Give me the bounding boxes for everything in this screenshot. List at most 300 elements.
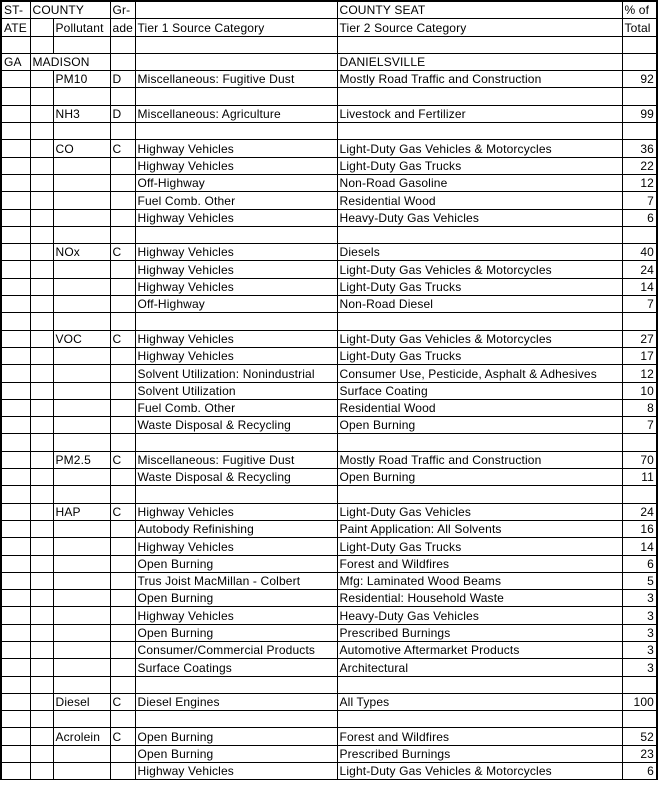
tier1-cell: Highway Vehicles: [135, 607, 337, 624]
table-row: [1, 451, 657, 468]
empty-cell: [30, 572, 53, 589]
table-row: [1, 572, 657, 589]
grade-cell: C: [110, 728, 135, 745]
empty-cell: [53, 711, 110, 728]
table-row: [1, 382, 657, 399]
pct-cell: 12: [622, 365, 657, 382]
tier1-cell: Highway Vehicles: [135, 261, 337, 278]
pct-cell: 92: [622, 71, 657, 88]
empty-cell: [30, 417, 53, 434]
tier1-cell: Highway Vehicles: [135, 538, 337, 555]
empty-cell: [1, 261, 30, 278]
empty-cell: [110, 520, 135, 537]
empty-cell: [110, 676, 135, 693]
empty-cell: [53, 417, 110, 434]
empty-cell: [110, 53, 135, 70]
empty-cell: [135, 711, 337, 728]
empty-cell: [337, 36, 622, 53]
pollutant-cell: PM10: [53, 71, 110, 88]
empty-cell: [53, 261, 110, 278]
spacer-row: [1, 434, 657, 451]
empty-cell: [110, 538, 135, 555]
table-row: [1, 728, 657, 745]
tier1-cell: Highway Vehicles: [135, 140, 337, 157]
empty-cell: [135, 88, 337, 105]
header-total: Total: [622, 19, 657, 36]
empty-cell: [30, 36, 53, 53]
tier1-cell: Miscellaneous: Fugitive Dust: [135, 71, 337, 88]
tier1-cell: Waste Disposal & Recycling: [135, 417, 337, 434]
empty-cell: [1, 607, 30, 624]
tier2-cell: Non-Road Gasoline: [337, 174, 622, 191]
empty-cell: [53, 659, 110, 676]
pct-cell: 6: [622, 763, 657, 780]
tier2-cell: Paint Application: All Solvents: [337, 520, 622, 537]
table-row: [1, 555, 657, 572]
empty-cell: [30, 763, 53, 780]
empty-cell: [30, 503, 53, 520]
empty-cell: [337, 123, 622, 140]
tier2-cell: Mostly Road Traffic and Construction: [337, 451, 622, 468]
empty-cell: [30, 693, 53, 710]
tier2-cell: Automotive Aftermarket Products: [337, 641, 622, 658]
header-row-1: [1, 1, 657, 19]
tier1-cell: Open Burning: [135, 745, 337, 762]
empty-cell: [53, 399, 110, 416]
empty-cell: [337, 313, 622, 330]
empty-cell: [135, 434, 337, 451]
empty-cell: [110, 555, 135, 572]
empty-cell: [30, 538, 53, 555]
empty-cell: [30, 451, 53, 468]
empty-cell: [30, 624, 53, 641]
empty-cell: [30, 486, 53, 503]
empty-cell: [1, 278, 30, 295]
pct-cell: 3: [622, 590, 657, 607]
empty-cell: [337, 711, 622, 728]
empty-cell: [110, 572, 135, 589]
empty-cell: [1, 365, 30, 382]
empty-cell: [622, 53, 657, 70]
header-tier1-category: Tier 1 Source Category: [135, 19, 337, 36]
table-row: [1, 261, 657, 278]
empty-cell: [53, 555, 110, 572]
empty-cell: [30, 676, 53, 693]
spacer-row: [1, 88, 657, 105]
empty-cell: [30, 192, 53, 209]
empty-cell: [1, 590, 30, 607]
empty-cell: [337, 434, 622, 451]
tier2-cell: Diesels: [337, 244, 622, 261]
empty-cell: [1, 174, 30, 191]
empty-cell: [337, 676, 622, 693]
tier1-cell: Solvent Utilization: Nonindustrial: [135, 365, 337, 382]
pct-cell: 6: [622, 209, 657, 226]
tier1-cell: Solvent Utilization: [135, 382, 337, 399]
grade-cell: C: [110, 140, 135, 157]
header-pct: % of: [622, 1, 657, 19]
table-row: [1, 520, 657, 537]
pollutant-cell: NH3: [53, 105, 110, 122]
empty-cell: [1, 763, 30, 780]
tier1-cell: Open Burning: [135, 555, 337, 572]
tier1-cell: Fuel Comb. Other: [135, 192, 337, 209]
empty-cell: [53, 434, 110, 451]
tier2-cell: Light-Duty Gas Vehicles & Motorcycles: [337, 140, 622, 157]
tier2-cell: Architectural: [337, 659, 622, 676]
table-row: [1, 330, 657, 347]
empty-cell: [135, 676, 337, 693]
pollutant-cell: PM2.5: [53, 451, 110, 468]
pollutant-cell: VOC: [53, 330, 110, 347]
empty-cell: [53, 469, 110, 486]
empty-cell: [1, 434, 30, 451]
empty-cell: [30, 745, 53, 762]
empty-cell: [53, 296, 110, 313]
tier1-cell: Highway Vehicles: [135, 347, 337, 364]
empty-cell: [337, 88, 622, 105]
tier1-cell: Highway Vehicles: [135, 278, 337, 295]
empty-cell: [110, 624, 135, 641]
location-row: [1, 53, 657, 70]
empty-cell: [110, 417, 135, 434]
tier2-cell: Light-Duty Gas Trucks: [337, 347, 622, 364]
empty-cell: [53, 590, 110, 607]
table-row: [1, 417, 657, 434]
empty-cell: [110, 313, 135, 330]
empty-cell: [1, 330, 30, 347]
empty-cell: [110, 590, 135, 607]
empty-cell: [30, 659, 53, 676]
empty-cell: [135, 36, 337, 53]
empty-cell: [1, 728, 30, 745]
pct-cell: 7: [622, 417, 657, 434]
empty-cell: [110, 365, 135, 382]
table-row: [1, 347, 657, 364]
grade-cell: C: [110, 693, 135, 710]
tier1-cell: Highway Vehicles: [135, 209, 337, 226]
empty-cell: [53, 763, 110, 780]
empty-cell: [53, 365, 110, 382]
pct-cell: 27: [622, 330, 657, 347]
spacer-row: [1, 123, 657, 140]
spacer-row: [1, 711, 657, 728]
spacer-row: [1, 226, 657, 243]
header-grade: Gr-: [110, 1, 135, 19]
empty-cell: [135, 486, 337, 503]
pct-cell: 3: [622, 659, 657, 676]
empty-cell: [110, 659, 135, 676]
empty-cell: [30, 278, 53, 295]
tier1-cell: Miscellaneous: Fugitive Dust: [135, 451, 337, 468]
empty-cell: [1, 711, 30, 728]
empty-cell: [53, 641, 110, 658]
empty-cell: [337, 486, 622, 503]
empty-cell: [110, 226, 135, 243]
empty-cell: [110, 382, 135, 399]
tier2-cell: Heavy-Duty Gas Vehicles: [337, 607, 622, 624]
empty-cell: [622, 434, 657, 451]
empty-cell: [622, 676, 657, 693]
empty-cell: [53, 486, 110, 503]
empty-cell: [30, 728, 53, 745]
tier1-cell: Consumer/Commercial Products: [135, 641, 337, 658]
tier1-cell: Open Burning: [135, 728, 337, 745]
tier2-cell: Light-Duty Gas Trucks: [337, 157, 622, 174]
pollutant-cell: Diesel: [53, 693, 110, 710]
empty-cell: [110, 123, 135, 140]
pct-cell: 100: [622, 693, 657, 710]
tier2-cell: Light-Duty Gas Trucks: [337, 538, 622, 555]
empty-cell: [110, 296, 135, 313]
empty-cell: [110, 486, 135, 503]
tier2-cell: Residential Wood: [337, 399, 622, 416]
empty-cell: [1, 226, 30, 243]
tier2-cell: Mfg: Laminated Wood Beams: [337, 572, 622, 589]
tier1-cell: Off-Highway: [135, 296, 337, 313]
table-row: [1, 624, 657, 641]
header-county-seat: COUNTY SEAT: [337, 1, 622, 19]
empty-cell: [1, 399, 30, 416]
tier2-cell: Light-Duty Gas Vehicles & Motorcycles: [337, 763, 622, 780]
tier1-cell: Miscellaneous: Agriculture: [135, 105, 337, 122]
empty-cell: [30, 382, 53, 399]
empty-cell: [622, 88, 657, 105]
pollutant-cell: HAP: [53, 503, 110, 520]
empty-cell: [53, 88, 110, 105]
empty-cell: [53, 192, 110, 209]
spacer-row: [1, 486, 657, 503]
empty-cell: [53, 745, 110, 762]
table-body: [1, 1, 657, 780]
pct-cell: 11: [622, 469, 657, 486]
table-row: [1, 641, 657, 658]
spacer-row: [1, 676, 657, 693]
pct-cell: 17: [622, 347, 657, 364]
tier2-cell: Open Burning: [337, 469, 622, 486]
empty-cell: [1, 469, 30, 486]
empty-cell: [30, 330, 53, 347]
pct-cell: 14: [622, 278, 657, 295]
empty-cell: [1, 140, 30, 157]
state-cell: GA: [1, 53, 30, 70]
pct-cell: 14: [622, 538, 657, 555]
tier2-cell: Light-Duty Gas Vehicles: [337, 503, 622, 520]
empty-cell: [110, 641, 135, 658]
pct-cell: 3: [622, 624, 657, 641]
empty-cell: [1, 486, 30, 503]
header-grade-2: ade: [110, 19, 135, 36]
empty-cell: [110, 763, 135, 780]
pct-cell: 52: [622, 728, 657, 745]
empty-cell: [30, 244, 53, 261]
pollutant-cell: CO: [53, 140, 110, 157]
empty-cell: [1, 244, 30, 261]
grade-cell: C: [110, 451, 135, 468]
pct-cell: 24: [622, 261, 657, 278]
empty-cell: [30, 641, 53, 658]
tier2-cell: Mostly Road Traffic and Construction: [337, 71, 622, 88]
table-row: [1, 278, 657, 295]
tier2-cell: Surface Coating: [337, 382, 622, 399]
table-row: [1, 693, 657, 710]
empty-cell: [30, 313, 53, 330]
tier1-cell: Open Burning: [135, 624, 337, 641]
empty-cell: [622, 36, 657, 53]
tier2-cell: Light-Duty Gas Vehicles & Motorcycles: [337, 330, 622, 347]
empty-cell: [110, 209, 135, 226]
table-row: [1, 399, 657, 416]
pct-cell: 3: [622, 641, 657, 658]
tier1-cell: Waste Disposal & Recycling: [135, 469, 337, 486]
empty-cell: [1, 105, 30, 122]
pct-cell: 7: [622, 296, 657, 313]
pct-cell: 16: [622, 520, 657, 537]
empty-cell: [110, 174, 135, 191]
grade-cell: D: [110, 105, 135, 122]
tier1-cell: Highway Vehicles: [135, 763, 337, 780]
empty-cell: [30, 347, 53, 364]
pct-cell: 6: [622, 555, 657, 572]
tier1-cell: Highway Vehicles: [135, 244, 337, 261]
empty-cell: [30, 226, 53, 243]
empty-cell: [135, 123, 337, 140]
empty-cell: [30, 590, 53, 607]
table-row: [1, 209, 657, 226]
table-row: [1, 365, 657, 382]
pct-cell: 23: [622, 745, 657, 762]
tier1-cell: Highway Vehicles: [135, 157, 337, 174]
grade-cell: C: [110, 503, 135, 520]
empty-cell: [53, 278, 110, 295]
pct-cell: 10: [622, 382, 657, 399]
empty-cell: [30, 365, 53, 382]
empty-cell: [53, 624, 110, 641]
empty-cell: [53, 676, 110, 693]
empty-cell: [53, 123, 110, 140]
tier1-cell: Surface Coatings: [135, 659, 337, 676]
table-row: [1, 469, 657, 486]
pollutant-cell: Acrolein: [53, 728, 110, 745]
tier1-cell: Highway Vehicles: [135, 330, 337, 347]
empty-cell: [30, 434, 53, 451]
table-row: [1, 763, 657, 780]
empty-cell: [30, 105, 53, 122]
grade-cell: C: [110, 244, 135, 261]
spacer-row: [1, 36, 657, 53]
empty-cell: [622, 711, 657, 728]
empty-cell: [1, 572, 30, 589]
empty-cell: [1, 157, 30, 174]
empty-cell: [1, 347, 30, 364]
tier1-cell: Open Burning: [135, 590, 337, 607]
tier1-cell: Autobody Refinishing: [135, 520, 337, 537]
empty-cell: [1, 296, 30, 313]
empty-cell: [30, 399, 53, 416]
grade-cell: D: [110, 71, 135, 88]
header-tier1: [135, 1, 337, 19]
empty-cell: [1, 555, 30, 572]
table-row: [1, 174, 657, 191]
empty-cell: [110, 711, 135, 728]
header-county-2: [30, 19, 53, 36]
tier2-cell: Residential: Household Waste: [337, 590, 622, 607]
tier2-cell: Non-Road Diesel: [337, 296, 622, 313]
empty-cell: [30, 88, 53, 105]
empty-cell: [622, 313, 657, 330]
empty-cell: [30, 469, 53, 486]
table-row: [1, 607, 657, 624]
tier2-cell: Heavy-Duty Gas Vehicles: [337, 209, 622, 226]
empty-cell: [53, 209, 110, 226]
empty-cell: [135, 53, 337, 70]
tier1-cell: Diesel Engines: [135, 693, 337, 710]
empty-cell: [622, 486, 657, 503]
table-row: [1, 105, 657, 122]
empty-cell: [30, 555, 53, 572]
pollutant-cell: NOx: [53, 244, 110, 261]
empty-cell: [1, 313, 30, 330]
empty-cell: [135, 226, 337, 243]
table-row: [1, 244, 657, 261]
tier2-cell: All Types: [337, 693, 622, 710]
empty-cell: [110, 434, 135, 451]
tier1-cell: Highway Vehicles: [135, 503, 337, 520]
table-row: [1, 745, 657, 762]
table-row: [1, 192, 657, 209]
empty-cell: [1, 451, 30, 468]
tier2-cell: Prescribed Burnings: [337, 745, 622, 762]
table-row: [1, 296, 657, 313]
empty-cell: [1, 693, 30, 710]
empty-cell: [1, 676, 30, 693]
empty-cell: [30, 157, 53, 174]
empty-cell: [1, 192, 30, 209]
empty-cell: [1, 88, 30, 105]
empty-cell: [30, 296, 53, 313]
empty-cell: [53, 174, 110, 191]
empty-cell: [337, 226, 622, 243]
empty-cell: [53, 36, 110, 53]
tier2-cell: Prescribed Burnings: [337, 624, 622, 641]
tier1-cell: Trus Joist MacMillan - Colbert: [135, 572, 337, 589]
table-row: [1, 538, 657, 555]
empty-cell: [30, 520, 53, 537]
tier1-cell: Fuel Comb. Other: [135, 399, 337, 416]
header-county: COUNTY: [30, 1, 110, 19]
empty-cell: [110, 278, 135, 295]
header-pollutant: Pollutant: [53, 19, 110, 36]
empty-cell: [53, 520, 110, 537]
header-tier2-category: Tier 2 Source Category: [337, 19, 622, 36]
table-row: [1, 71, 657, 88]
table-row: [1, 503, 657, 520]
pct-cell: 3: [622, 607, 657, 624]
tier2-cell: Residential Wood: [337, 192, 622, 209]
empty-cell: [53, 313, 110, 330]
empty-cell: [135, 313, 337, 330]
empty-cell: [622, 226, 657, 243]
empty-cell: [1, 624, 30, 641]
pct-cell: 40: [622, 244, 657, 261]
tier1-cell: Off-Highway: [135, 174, 337, 191]
empty-cell: [30, 607, 53, 624]
empty-cell: [110, 36, 135, 53]
pct-cell: 22: [622, 157, 657, 174]
empty-cell: [110, 347, 135, 364]
pct-cell: 12: [622, 174, 657, 191]
tier2-cell: Open Burning: [337, 417, 622, 434]
